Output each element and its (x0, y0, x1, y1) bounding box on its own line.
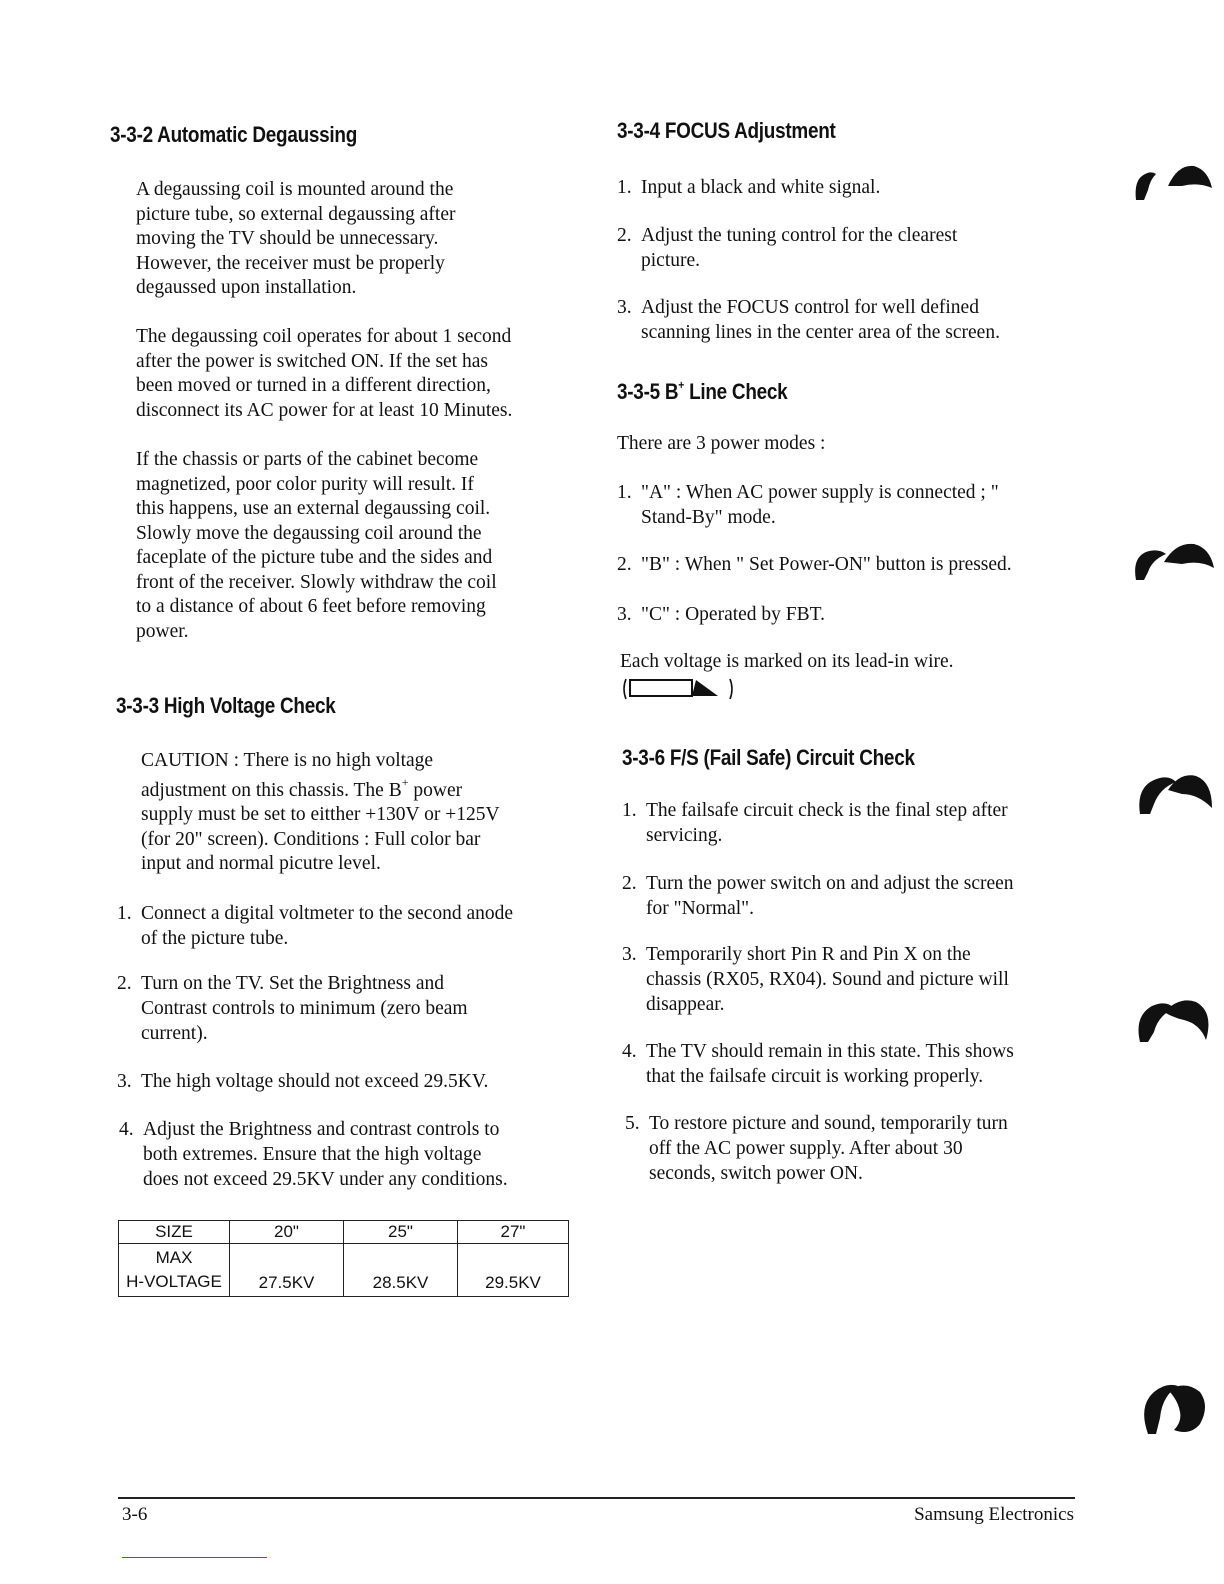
page-number: 3-6 (122, 1504, 148, 1525)
table-value-25: 28.5KV (344, 1244, 458, 1297)
fs-step-4: 4. The TV should remain in this state. This shows that the failsafe circuit is working properly. (622, 1041, 1014, 1087)
caution-paragraph: CAUTION : There is no high voltage adjustment on this chassis. The B+ power supply must be set to eitther +130V or +125V (for 20" screen). Conditions : Full color bar input and normal picutre level. (141, 750, 500, 874)
power-modes-intro: There are 3 power modes : (617, 433, 826, 454)
heading-fail-safe-check: 3-3-6 F/S (Fail Safe) Circuit Check (622, 745, 915, 770)
table-value-20: 27.5KV (230, 1244, 344, 1297)
hv-step-4: 4. Adjust the Brightness and contrast controls to both extremes. Ensure that the high voltage does not exceed 29.5KV under any conditions. (119, 1119, 508, 1190)
power-mode-c: 3. "C" : Operated by FBT. (617, 604, 825, 625)
power-mode-a: 1. "A" : When AC power supply is connected ; " Stand-By" mode. (617, 482, 999, 528)
fs-step-3: 3. Temporarily short Pin R and Pin X on the chassis (RX05, RX04). Sound and picture will disappear. (622, 944, 1009, 1015)
hv-step-1: 1. Connect a digital voltmeter to the second anode of the picture tube. (117, 903, 514, 949)
table-label-max-hv: MAX H-VOLTAGE (119, 1244, 230, 1297)
table-header-25: 25" (344, 1221, 458, 1244)
heading-automatic-degaussing: 3-3-2 Automatic Degaussing (110, 122, 358, 147)
footer-rule (118, 1497, 1075, 1499)
table-row (119, 1244, 569, 1297)
hv-step-2: 2. Turn on the TV. Set the Brightness and Contrast controls to minimum (zero beam current). (117, 973, 468, 1044)
table-row (119, 1221, 569, 1244)
scan-edge-line (122, 1557, 267, 1558)
lead-wire-marker-icon (618, 676, 742, 702)
fs-step-2: 2. Turn the power switch on and adjust the screen for "Normal". (622, 873, 1014, 919)
heading-b-plus-line-check: 3-3-5 B+ Line Check (617, 377, 788, 404)
degaussing-paragraph-3: If the chassis or parts of the cabinet become magnetized, poor color purity will result. If this happens, use an external degaussing coil. Slowly move the degaussing coil around the faceplate of the picture tube and the sides and front of the receiver. Slowly withdraw the coil to a distance of about 6 feet before removing power. (136, 449, 497, 642)
degaussing-paragraph-2: The degaussing coil operates for about 1 second after the power is switched ON. If the set has been moved or turned in a different direction, disconnect its AC power for at least 10 Minutes. (136, 326, 513, 421)
binder-mark-4 (1134, 994, 1214, 1046)
table-header-size: SIZE (119, 1221, 230, 1244)
max-high-voltage-table (118, 1220, 569, 1297)
table-header-20: 20" (230, 1221, 344, 1244)
focus-step-3: 3. Adjust the FOCUS control for well defined scanning lines in the center area of the screen. (617, 297, 1000, 343)
binder-mark-2 (1130, 538, 1214, 582)
degaussing-paragraph-1: A degaussing coil is mounted around the picture tube, so external degaussing after moving the TV should be unnecessary. However, the receiver must be properly degaussed upon installation. (136, 179, 456, 298)
table-header-27: 27" (458, 1221, 569, 1244)
footer-company: Samsung Electronics (914, 1504, 1074, 1525)
heading-high-voltage-check: 3-3-3 High Voltage Check (116, 693, 336, 718)
binder-mark-1 (1128, 160, 1212, 202)
power-mode-b: 2. "B" : When " Set Power-ON" button is pressed. (617, 554, 1012, 575)
focus-step-2: 2. Adjust the tuning control for the clearest picture. (617, 225, 958, 271)
table-value-27: 29.5KV (458, 1244, 569, 1297)
hv-step-3: 3. The high voltage should not exceed 29.5KV. (117, 1071, 489, 1092)
binder-mark-5 (1138, 1378, 1208, 1438)
binder-mark-3 (1134, 768, 1214, 818)
fs-step-5: 5. To restore picture and sound, temporarily turn off the AC power supply. After about 30 seconds, switch power ON. (625, 1113, 1008, 1184)
fs-step-1: 1. The failsafe circuit check is the final step after servicing. (622, 800, 1008, 846)
focus-step-1: 1. Input a black and white signal. (617, 177, 881, 198)
lead-in-wire-note: Each voltage is marked on its lead-in wire. (620, 651, 954, 672)
heading-focus-adjustment: 3-3-4 FOCUS Adjustment (617, 118, 836, 143)
